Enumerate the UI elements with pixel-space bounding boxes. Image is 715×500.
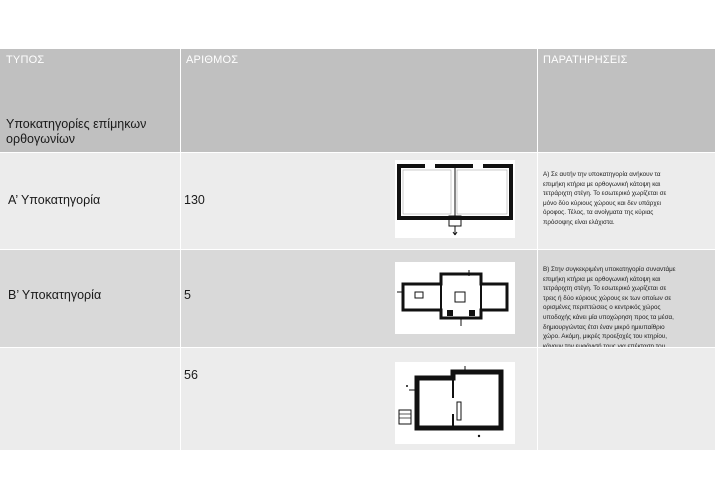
- floor-plan-c-image: [395, 362, 515, 444]
- row-b-note-line: υποδοχής κάνει μία υποχώρηση προς τα μέσα,: [543, 313, 674, 321]
- row-b-note-line: τρεις ή δύο κύριους χώρους εκ των οποίων σε: [543, 294, 672, 302]
- row-b-note-line: επιμήκη κτήρια με ορθογωνική κάτοψη και: [543, 275, 661, 283]
- row-divider: [0, 152, 715, 153]
- floor-plan-a-drawing: [395, 160, 515, 238]
- header-notes: ΠΑΡΑΤΗΡΗΣΕΙΣ: [543, 54, 628, 66]
- floor-plan-b-image: [395, 262, 515, 334]
- row-a-notes: [543, 170, 713, 228]
- row-divider: [0, 249, 715, 250]
- row-a-note-line: Α) Σε αυτήν την υποκατηγορία ανήκουν τα: [543, 171, 661, 178]
- row-a-note-line: επιμήκη κτήρια με ορθογωνική κάτοψη και: [543, 180, 661, 188]
- floor-plan-c-drawing: [395, 362, 515, 444]
- row-b-note-line: δημιουργώντας έτσι έναν μικρό ημιυπαίθριο: [543, 323, 665, 331]
- header-type: ΤΥΠΟΣ: [6, 54, 45, 66]
- row-c: [0, 348, 715, 450]
- subheader-line-1: Υποκατηγορίες επίμηκων: [6, 117, 147, 131]
- row-b-note-line: τετράριχτη στέγη. Το εσωτερικό χωρίζεται σε: [543, 285, 667, 293]
- row-a-note-line: πρόσοψης είναι ελάχιστα.: [543, 218, 615, 226]
- row-b-note-line: Β) Στην συγκεκριμένη υποκατηγορία συναντάμε: [543, 266, 676, 273]
- row-b-note-line: ορισμένες περιπτώσεις ο κεντρικός χώρος: [543, 304, 661, 312]
- data-table: [0, 49, 715, 450]
- row-a-type: Α’ Υποκατηγορία: [8, 193, 101, 207]
- row-a-number: 130: [184, 193, 205, 207]
- row-a: [0, 153, 715, 249]
- row-b: [0, 250, 715, 347]
- row-b-note-line: χώρο. Ακόμη, μικρές προεξοχές του κτηρίου,: [543, 333, 668, 341]
- row-b-type: Β’ Υποκατηγορία: [8, 288, 102, 302]
- row-b-number: 5: [184, 288, 191, 302]
- header-number: ΑΡΙΘΜΟΣ: [186, 54, 239, 66]
- floor-plan-a-image: [395, 160, 515, 238]
- floor-plan-b-drawing: [395, 262, 515, 334]
- row-divider: [0, 347, 715, 348]
- row-c-number: 56: [184, 368, 198, 382]
- row-a-note-line: όροφος. Τέλος, τα ανοίγματα της κύριας: [543, 209, 654, 217]
- subheader-line-2: ορθογωνίων: [6, 132, 76, 146]
- header-row: [0, 49, 715, 152]
- row-a-note-line: μόνο δύο κύριους χώρους και δεν υπάρχει: [543, 199, 661, 207]
- row-a-note-line: τετράριχτη στέγη. Το εσωτερικό χωρίζεται σε: [543, 190, 667, 198]
- subheader-label: [6, 117, 176, 147]
